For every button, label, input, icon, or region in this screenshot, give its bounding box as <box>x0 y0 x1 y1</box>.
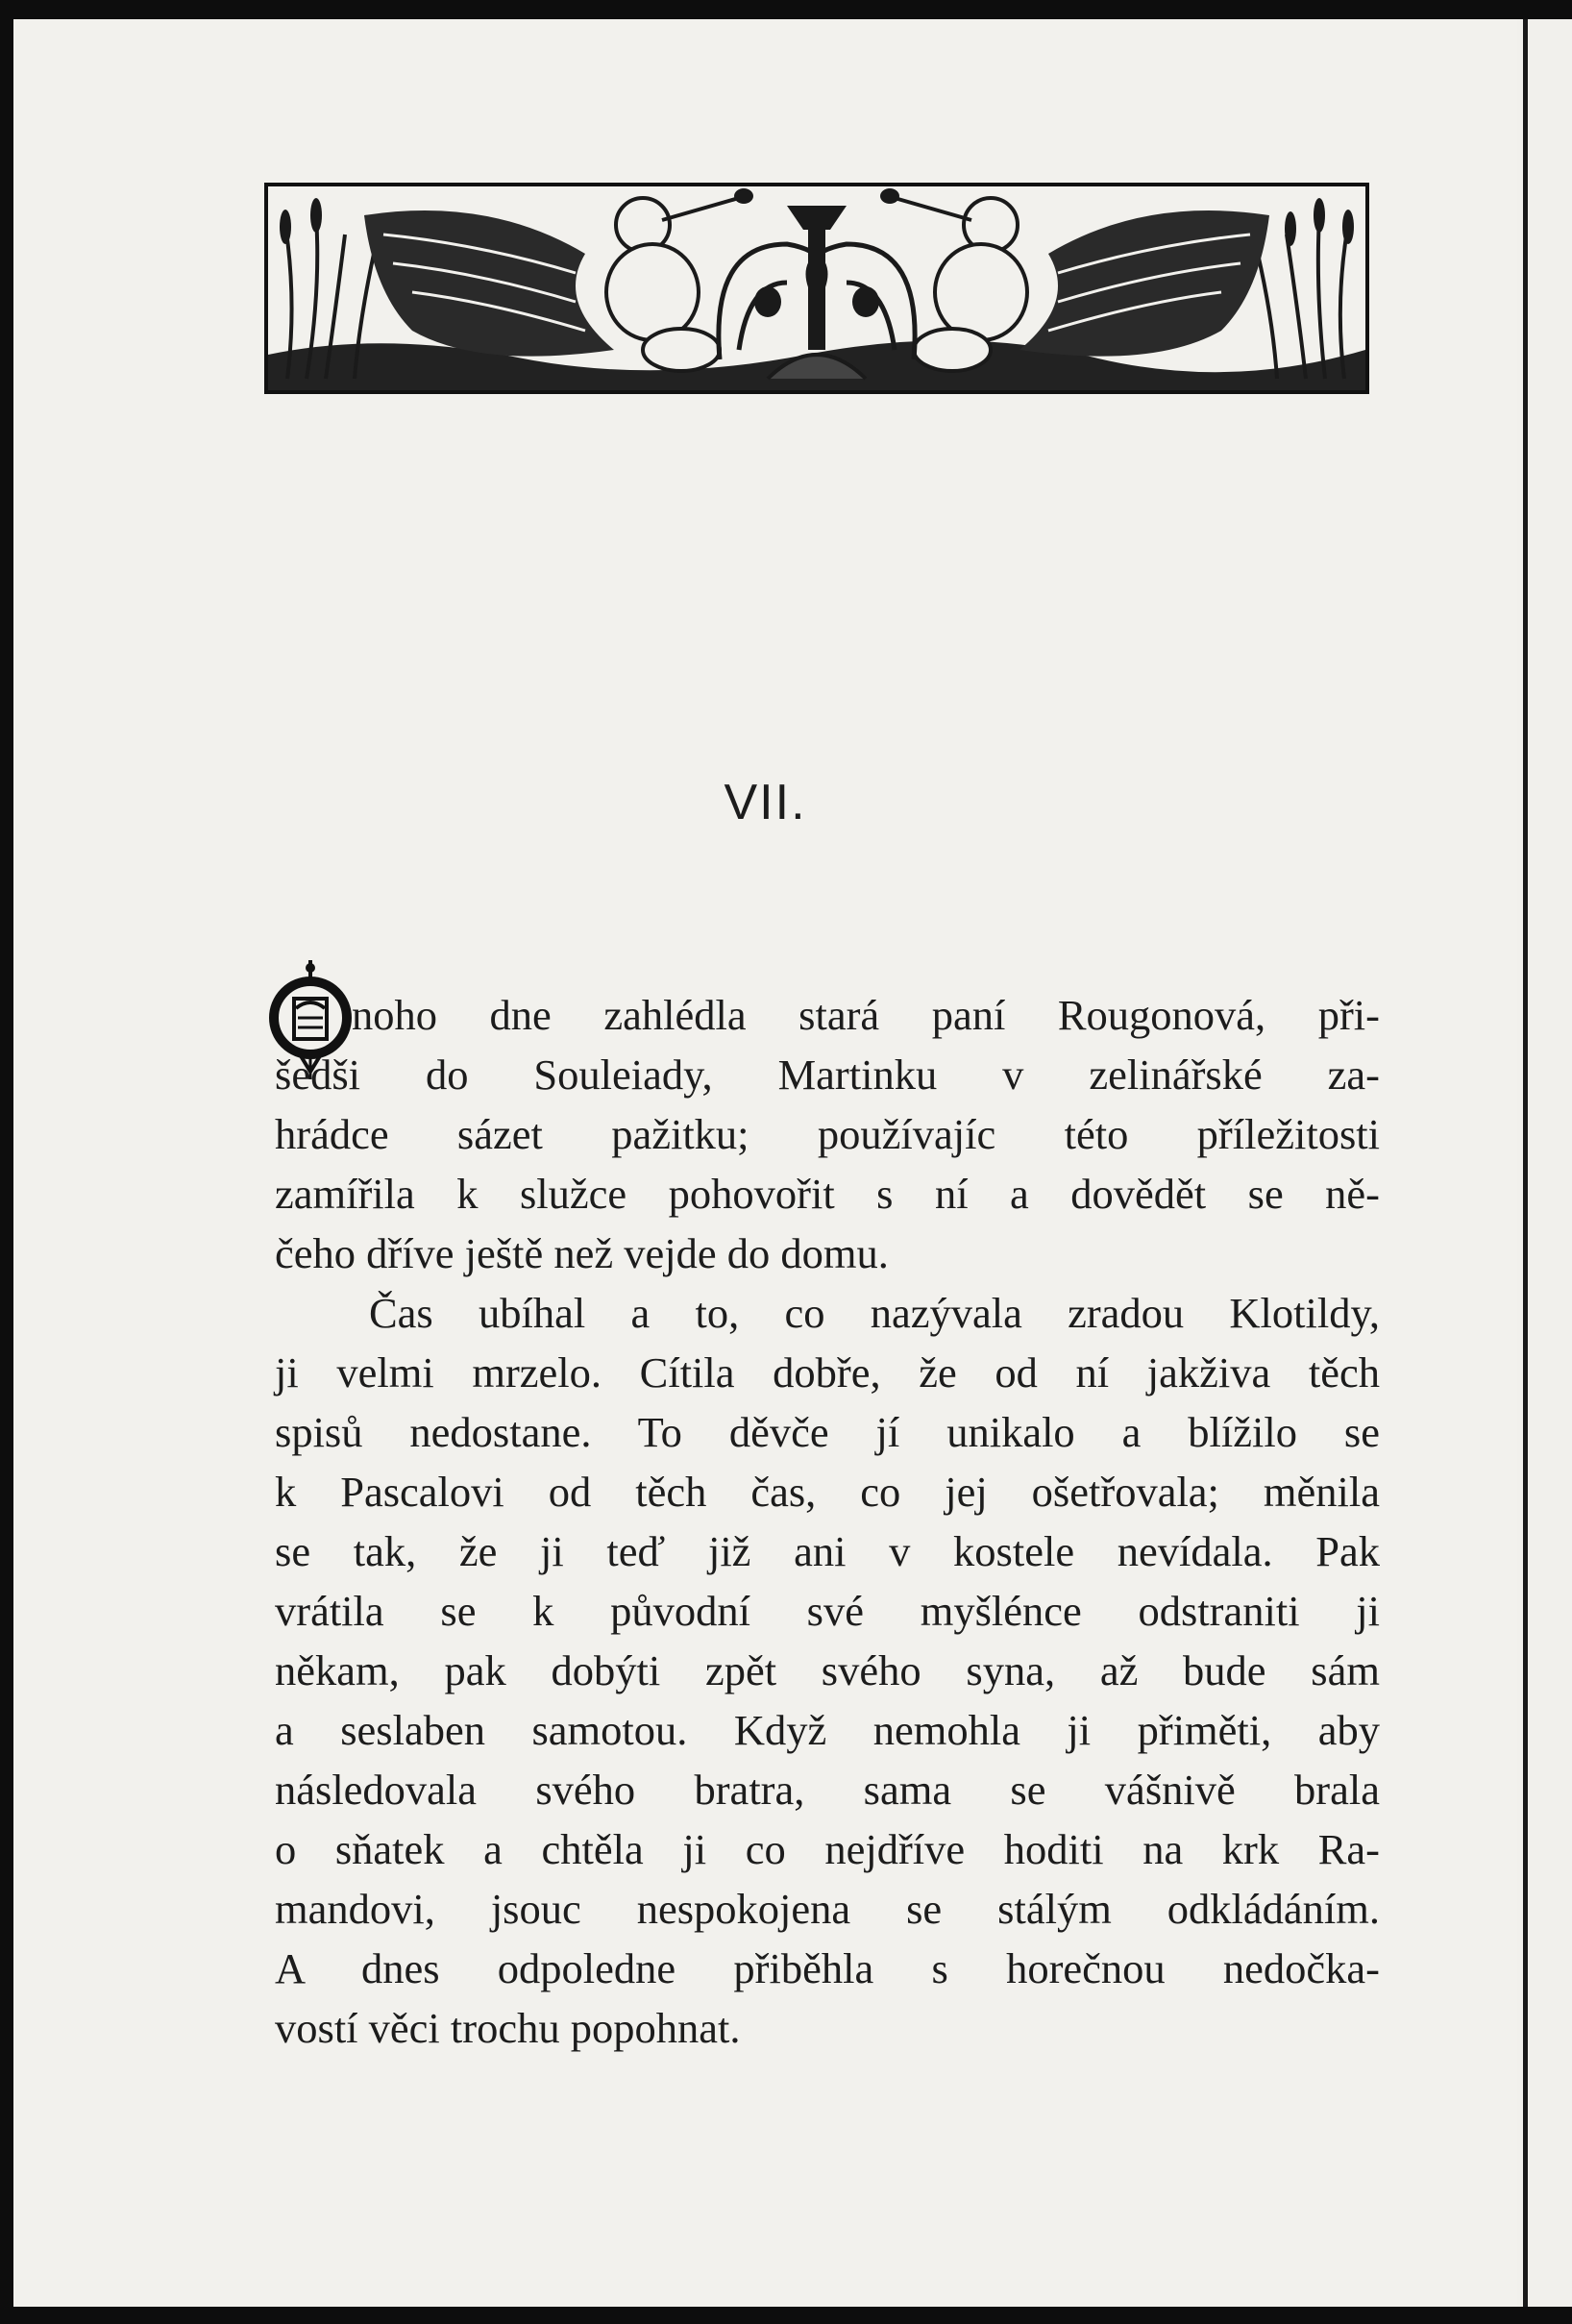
text-line: k Pascalovi od těch čas, co jej ošetřovala; měnila <box>275 1468 1380 1516</box>
text-line: následovala svého bratra, sama se vášnivě brala <box>275 1766 1380 1814</box>
text-line: ji velmi mrzelo. Cítila dobře, že od ní jakživa těch <box>275 1348 1380 1397</box>
text-line: vostí věci trochu popohnat. <box>275 2004 741 2052</box>
text-line: a seslaben samotou. Když nemohla ji přiměti, aby <box>275 1706 1380 1754</box>
page-edge <box>1517 19 1572 2307</box>
text-line: se tak, že ji teď již ani v kostele nevídala. Pak <box>275 1527 1380 1575</box>
text-line: někam, pak dobýti zpět svého syna, až bude sám <box>275 1646 1380 1694</box>
text-line: hrádce sázet pažitku; používajíc této příležitosti <box>275 1110 1380 1158</box>
text-line: vrátila se k původní své myšlénce odstraniti ji <box>275 1587 1380 1635</box>
text-line: noho dne zahlédla stará paní Rougonová, při- <box>352 991 1380 1039</box>
ornamental-drop-cap <box>269 958 352 1083</box>
body-text <box>275 985 1380 2058</box>
chapter-heading: VII. <box>724 775 807 830</box>
text-line: šedši do Souleiady, Martinku v zelinářské za- <box>275 1051 1380 1099</box>
edge-rule <box>1523 19 1528 2307</box>
text-line: zamířila k služce pohovořit s ní a dovědět se ně- <box>275 1170 1380 1218</box>
text-line: o sňatek a chtěla ji co nejdříve hoditi na krk Ra- <box>275 1825 1380 1873</box>
text-line: mandovi, jsouc nespokojena se stálým odkládáním. <box>275 1885 1380 1933</box>
text-line: A dnes odpoledne přiběhla s horečnou nedočka- <box>275 1944 1380 1992</box>
headpiece-illustration <box>268 186 1365 390</box>
text-line: Čas ubíhal a to, co nazývala zradou Klotildy, <box>369 1289 1380 1337</box>
ornamental-headpiece <box>264 183 1369 394</box>
text-line: čeho dříve ještě než vejde do domu. <box>275 1229 889 1277</box>
text-line: spisů nedostane. To děvče jí unikalo a blížilo se <box>275 1408 1380 1456</box>
book-page <box>13 19 1517 2307</box>
